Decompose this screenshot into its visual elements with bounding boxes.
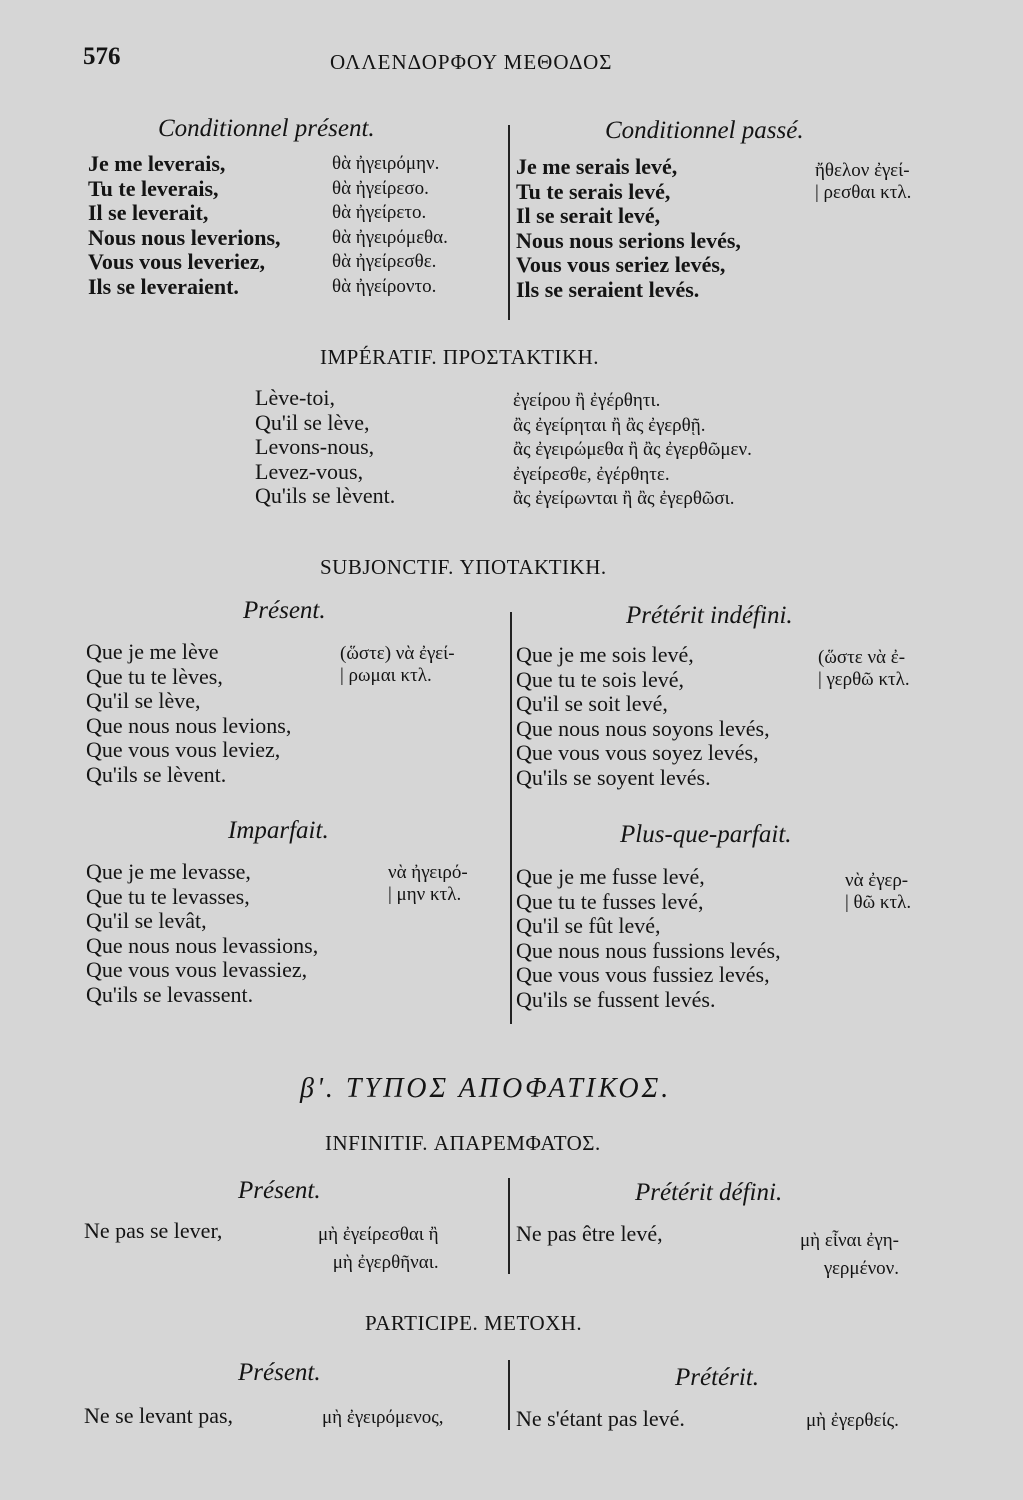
subj-preterit-french-list xyxy=(516,643,770,790)
list-item: Vous vous seriez levés, xyxy=(516,252,726,277)
list-item: Que nous nous fussions levés, xyxy=(516,937,781,963)
running-title: ΟΛΛΕΝΔΟΡΦΟΥ ΜΕΘΟΔΟΣ xyxy=(330,50,613,74)
column-divider xyxy=(508,1360,510,1430)
inf-preterit-greek: μὴ εἶναι ἐγη- γερμένον. xyxy=(800,1230,900,1279)
cond-passe-greek: ἤθελον ἐγεί- | ρεσθαι κτλ. xyxy=(815,160,912,204)
imperatif-greek-list xyxy=(513,389,752,512)
list-item: ἐγείρεσθε, ἐγέρθητε. xyxy=(513,463,670,485)
list-item: θὰ ἠγείροντο. xyxy=(332,275,437,297)
list-item: Qu'il se lève, xyxy=(255,409,370,435)
list-item: Que nous nous levassions, xyxy=(86,932,319,958)
list-item: Qu'il se levât, xyxy=(86,908,207,933)
list-item: Que je me levasse, xyxy=(86,859,251,884)
list-item: Lève-toi, xyxy=(255,385,336,410)
list-item: Je me leverais, xyxy=(88,151,226,176)
subjonctif-heading: SUBJONCTIF. ΥΠΟΤΑΚΤΙΚΗ. xyxy=(320,555,607,579)
subj-plusqueparfait-heading: Plus-que-parfait. xyxy=(620,821,792,848)
list-item: ἂς ἐγείρωνται ἢ ἂς ἐγερθῶσι. xyxy=(513,488,735,509)
inf-present-greek: μὴ ἐγείρεσθαι ἢ μὴ ἐγερθῆναι. xyxy=(318,1224,439,1273)
list-item: Que tu te fusses levé, xyxy=(516,888,704,914)
list-item: Qu'ils se soyent levés. xyxy=(516,764,711,790)
list-item: Que je me lève xyxy=(86,639,219,664)
list-item: Qu'ils se lèvent. xyxy=(86,761,227,787)
inf-present-french: Ne pas se lever, xyxy=(84,1218,223,1243)
list-item: θὰ ἠγειρόμην. xyxy=(332,153,440,174)
part-preterit-greek: μὴ ἐγερθείς. xyxy=(806,1410,899,1431)
list-item: Qu'il se soit levé, xyxy=(516,691,668,716)
part-present-greek: μὴ ἐγειρόμενος, xyxy=(322,1407,444,1428)
participe-heading: PARTICIPE. ΜΕΤΟΧΗ. xyxy=(365,1311,583,1335)
list-item: θὰ ἠγείρετο. xyxy=(332,202,427,223)
list-item: Que nous nous levions, xyxy=(86,712,292,738)
subj-present-french-list xyxy=(86,640,291,787)
subj-preterit-heading: Prétérit indéfini. xyxy=(626,602,793,629)
page-number: 576 xyxy=(83,43,121,70)
subj-preterit-greek: (ὥστε νὰ ἐ- | γερθῶ κτλ. xyxy=(818,647,910,691)
part-present-french: Ne se levant pas, xyxy=(84,1403,234,1428)
cond-passe-heading: Conditionnel passé. xyxy=(605,117,804,144)
list-item: Il se serait levé, xyxy=(516,203,661,228)
subj-imparfait-french-list xyxy=(86,860,318,1007)
list-item: Que je me sois levé, xyxy=(516,642,694,667)
column-divider xyxy=(508,125,510,320)
list-item: Que vous vous leviez, xyxy=(86,737,281,762)
part-preterit-french: Ne s'étant pas levé. xyxy=(516,1406,685,1431)
list-item: Qu'il se lève, xyxy=(86,688,201,713)
list-item: Qu'ils se lèvent. xyxy=(255,483,396,508)
subj-present-heading: Présent. xyxy=(243,597,326,624)
part-present-heading: Présent. xyxy=(238,1359,321,1386)
list-item: Nous nous serions levés, xyxy=(516,227,741,253)
column-divider xyxy=(510,612,512,1024)
list-item: Il se leverait, xyxy=(88,200,209,225)
list-item: Qu'ils se fussent levés. xyxy=(516,986,716,1012)
list-item: Tu te serais levé, xyxy=(516,178,671,204)
inf-preterit-heading: Prétérit défini. xyxy=(635,1179,783,1206)
list-item: Je me serais levé, xyxy=(516,154,678,179)
inf-preterit-french: Ne pas être levé, xyxy=(516,1221,663,1246)
infinitif-heading: INFINITIF. ΑΠΑΡΕΜΦΑΤΟΣ. xyxy=(325,1131,601,1155)
cond-present-french-list xyxy=(88,152,281,299)
list-item: Que je me fusse levé, xyxy=(516,864,705,889)
list-item: Levez-vous, xyxy=(255,458,364,484)
list-item: Que nous nous soyons levés, xyxy=(516,715,770,741)
subj-imparfait-heading: Imparfait. xyxy=(228,817,329,844)
list-item: θὰ ἠγείρεσο. xyxy=(332,177,429,199)
list-item: ἂς ἐγειρώμεθα ἢ ἂς ἐγερθῶμεν. xyxy=(513,439,752,460)
part-preterit-heading: Prétérit. xyxy=(675,1364,760,1391)
subj-present-greek: (ὥστε) νὰ ἐγεί- | ρωμαι κτλ. xyxy=(340,643,455,687)
list-item: Que vous vous levassiez, xyxy=(86,957,308,982)
list-item: Ils se seraient levés. xyxy=(516,276,700,302)
list-item: θὰ ἠγειρόμεθα. xyxy=(332,226,448,248)
section-b-heading: β'. ΤΥΠΟΣ ΑΠΟΦΑΤΙΚΟΣ. xyxy=(300,1073,672,1104)
column-divider xyxy=(508,1178,510,1274)
list-item: Que tu te lèves, xyxy=(86,663,223,689)
cond-present-heading: Conditionnel présent. xyxy=(158,115,375,142)
inf-present-heading: Présent. xyxy=(238,1177,321,1204)
list-item: Qu'ils se levassent. xyxy=(86,981,254,1007)
subj-plusqueparfait-french-list xyxy=(516,865,781,1012)
cond-passe-french-list xyxy=(516,155,741,302)
subj-imparfait-greek: νὰ ἠγειρό- | μην κτλ. xyxy=(388,862,468,906)
list-item: Ils se leveraient. xyxy=(88,273,239,299)
list-item: Que vous vous soyez levés, xyxy=(516,740,759,765)
cond-present-greek-list xyxy=(332,152,448,299)
list-item: Levons-nous, xyxy=(255,434,375,459)
list-item: Nous nous leverions, xyxy=(88,224,281,250)
imperatif-heading: IMPÉRATIF. ΠΡΟΣΤΑΚΤΙΚΗ. xyxy=(320,345,600,369)
list-item: θὰ ἠγείρεσθε. xyxy=(332,251,437,272)
list-item: ἂς ἐγείρηται ἢ ἂς ἐγερθῇ. xyxy=(513,414,706,436)
list-item: Que tu te sois levé, xyxy=(516,666,685,692)
list-item: ἐγείρου ἢ ἐγέρθητι. xyxy=(513,390,661,411)
list-item: Que vous vous fussiez levés, xyxy=(516,962,770,987)
list-item: Que tu te levasses, xyxy=(86,883,250,909)
subj-plusqueparfait-greek: νὰ ἐγερ- | θῶ κτλ. xyxy=(845,870,912,914)
imperatif-french-list xyxy=(255,386,395,509)
list-item: Tu te leverais, xyxy=(88,175,219,201)
list-item: Qu'il se fût levé, xyxy=(516,913,661,938)
list-item: Vous vous leveriez, xyxy=(88,249,266,274)
